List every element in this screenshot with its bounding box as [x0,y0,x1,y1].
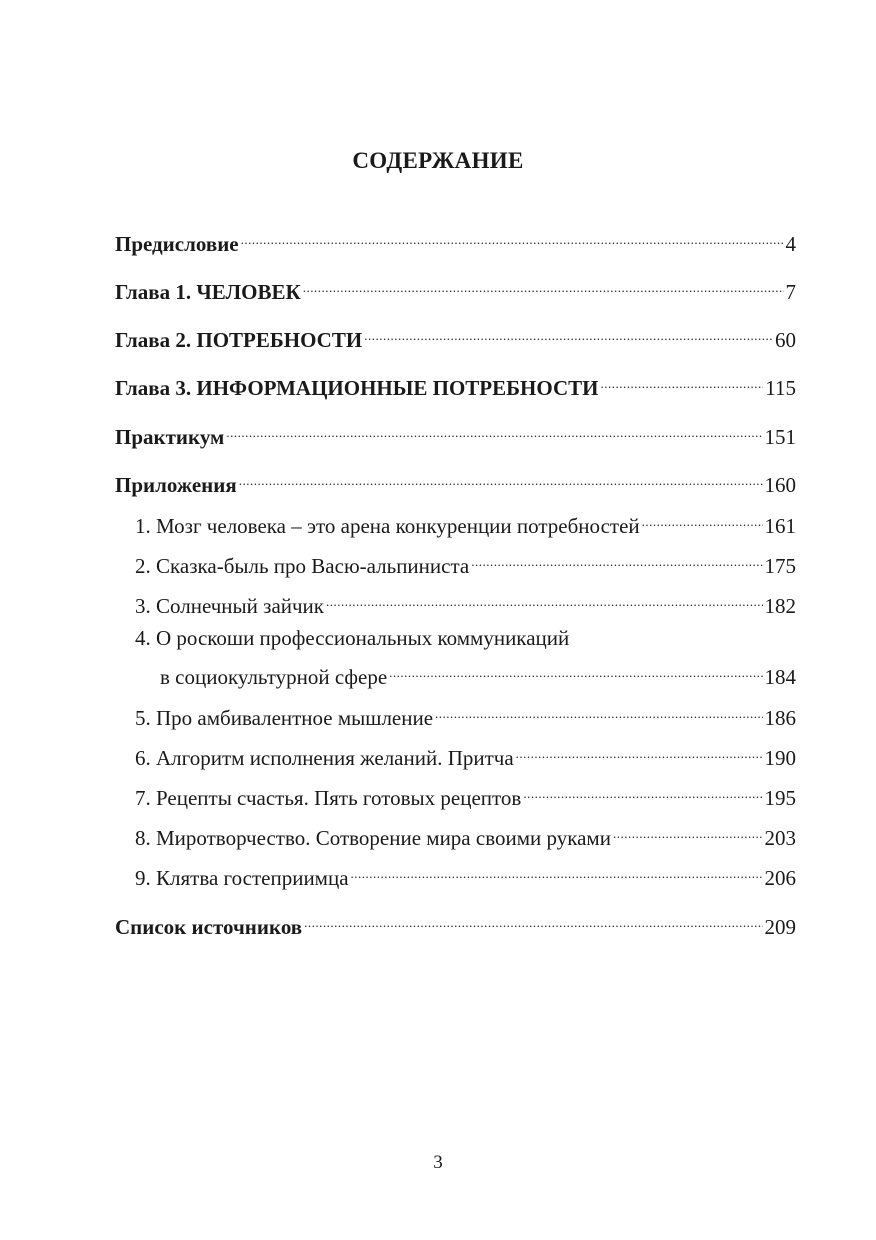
toc-entry-label: 2. Сказка-быль про Васю-альпиниста [135,554,470,578]
toc-entry-chapter-2[interactable] [115,319,796,354]
toc-entry-label: Практикум [115,425,225,449]
toc-entry-page: 184 [764,665,796,689]
toc-entry-page: 203 [764,826,796,850]
toc-entry-label: Глава 1. ЧЕЛОВЕК [115,280,301,304]
toc-entry-page: 209 [764,915,796,939]
toc-sub-entry-4-line-1[interactable]: 4. О роскоши профессиональных коммуникаций [135,626,570,650]
dot-leader [364,319,773,347]
toc-entry-preface[interactable] [115,223,796,258]
toc-entry-chapter-1[interactable] [115,271,796,306]
toc-entry-page: 161 [764,514,796,538]
toc-entry-appendices[interactable] [115,464,796,499]
dot-leader [613,817,763,845]
dot-leader [239,464,763,492]
dot-leader [226,416,762,444]
dot-leader [600,367,763,395]
toc-entry-page: 195 [764,786,796,810]
toc-entry-label: 7. Рецепты счастья. Пять готовых рецептов [135,786,522,810]
page-number: 3 [433,1152,443,1173]
toc-entry-page: 151 [764,425,796,449]
toc-entry-sources[interactable] [115,906,796,941]
toc-entry-page: 7 [785,280,796,304]
toc-entry-label: 6. Алгоритм исполнения желаний. Притча [135,746,514,770]
toc-entry-label: 9. Клятва гостеприимца [135,866,349,890]
toc-entry-label: 5. Про амбивалентное мышление [135,706,434,730]
toc-entry-label: 3. Солнечный зайчик [135,594,324,618]
toc-entry-label: Глава 2. ПОТРЕБНОСТИ [115,328,363,352]
toc-entry-label: Предисловие [115,232,239,256]
dot-leader [351,857,763,885]
toc-sub-entry-1[interactable] [135,505,796,540]
toc-entry-chapter-3[interactable] [115,367,796,402]
dot-leader [471,545,762,573]
dot-leader [389,656,762,684]
dot-leader [326,585,763,613]
dot-leader [516,737,763,765]
toc-entry-label: Глава 3. ИНФОРМАЦИОННЫЕ ПОТРЕБНОСТИ [115,376,599,400]
toc-sub-entry-6[interactable] [135,737,796,772]
toc-entry-label: 8. Миротворчество. Сотворение мира своими руками [135,826,611,850]
dot-leader [304,906,762,934]
toc-entry-label: Список источников [115,915,303,939]
toc-sub-entry-9[interactable] [135,857,796,892]
toc-sub-entry-3[interactable] [135,585,796,620]
toc-sub-entry-2[interactable] [135,545,796,580]
toc-sub-entry-7[interactable] [135,777,796,812]
toc-entry-page: 182 [764,594,796,618]
toc-sub-entry-8[interactable] [135,817,796,852]
toc-entry-page: 4 [785,232,796,256]
page-title: СОДЕРЖАНИЕ [352,148,524,173]
dot-leader [642,505,763,533]
toc-entry-label: в социокультурной сфере [160,665,388,689]
toc-entry-page: 190 [764,746,796,770]
toc-entry-page: 60 [775,328,796,352]
dot-leader [303,271,784,299]
toc-entry-page: 186 [764,706,796,730]
dot-leader [523,777,762,805]
dot-leader [241,223,784,251]
toc-entry-label: Приложения [115,473,237,497]
toc-entry-page: 160 [764,473,796,497]
toc-sub-entry-5[interactable] [135,697,796,732]
dot-leader [435,697,762,725]
toc-entry-page: 206 [764,866,796,890]
toc-entry-label: 1. Мозг человека – это арена конкуренции потребностей [135,514,640,538]
toc-entry-page: 175 [764,554,796,578]
toc-entry-page: 115 [765,376,796,400]
toc-entry-practicum[interactable] [115,416,796,451]
toc-sub-entry-4-line-2[interactable] [160,656,796,691]
